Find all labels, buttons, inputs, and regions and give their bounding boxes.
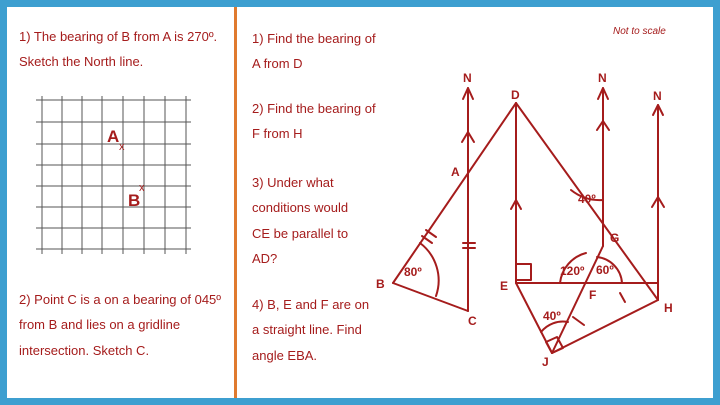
grid-point-a-label: A bbox=[107, 127, 120, 146]
north-label-a: N bbox=[463, 71, 472, 85]
point-label-h: H bbox=[664, 301, 673, 315]
angle-label-g: 40º bbox=[578, 192, 596, 206]
grid-point-a-mark: x bbox=[119, 141, 125, 153]
grid-point-b-mark: x bbox=[139, 182, 145, 194]
angle-label-f: 60º bbox=[596, 263, 614, 277]
north-label-h: N bbox=[653, 89, 662, 103]
question-1-diagram: 1) Find the bearing of A from D bbox=[252, 31, 376, 72]
question-3-diagram: 3) Under what conditions would CE be parallel to AD? bbox=[252, 175, 349, 267]
question-2-diagram: 2) Find the bearing of F from H bbox=[252, 101, 376, 142]
point-label-c: C bbox=[468, 314, 477, 328]
angle-label-j: 40º bbox=[543, 309, 561, 323]
angle-label-b: 80º bbox=[404, 265, 422, 279]
grid-point-b-label: B bbox=[128, 191, 141, 210]
point-label-j: J bbox=[542, 355, 549, 369]
question-4-diagram: 4) B, E and F are on a straight line. Find angle EBA. bbox=[252, 297, 370, 363]
point-label-d: D bbox=[511, 88, 520, 102]
north-label-g: N bbox=[598, 71, 607, 85]
question-2-grid: 2) Point C is a on a bearing of 045º from B and lies on a gridline intersection. Sketch C. bbox=[19, 292, 222, 358]
point-label-e: E bbox=[500, 279, 509, 293]
point-label-b: B bbox=[376, 277, 385, 291]
point-label-a: A bbox=[451, 165, 460, 179]
angle-label-e: 120º bbox=[560, 264, 585, 278]
question-1-grid: 1) The bearing of B from A is 270º. Sketch the North line. bbox=[19, 29, 218, 70]
point-label-g: G bbox=[610, 231, 620, 245]
point-label-f: F bbox=[589, 288, 597, 302]
not-to-scale-note: Not to scale bbox=[613, 26, 666, 37]
